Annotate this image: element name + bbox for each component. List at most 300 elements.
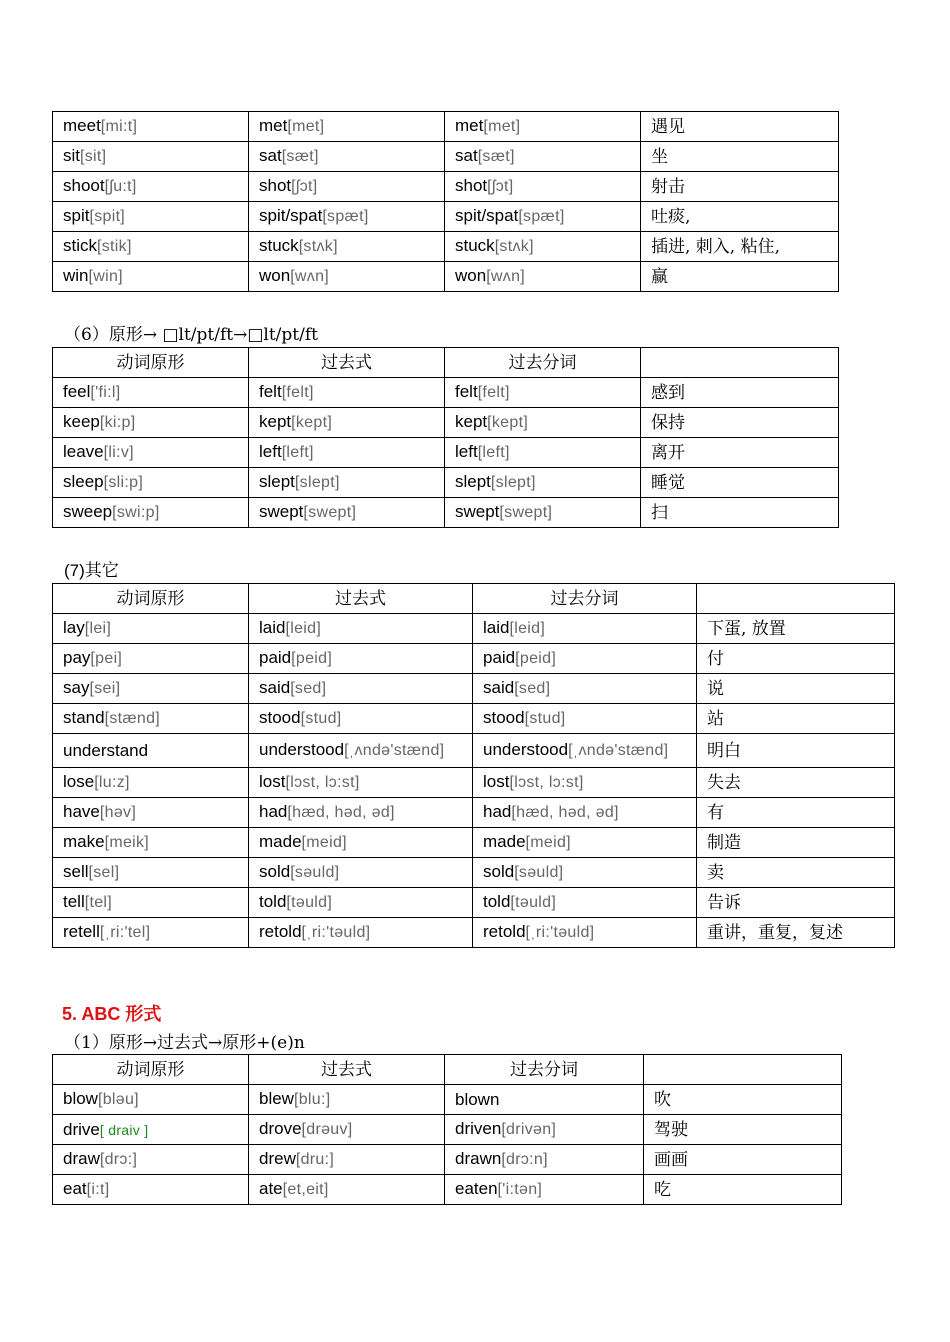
- table-row: [53, 918, 895, 948]
- verb-word: drew: [259, 1149, 296, 1168]
- verb-word: made: [259, 832, 302, 851]
- phonetic: [ʃu:t]: [104, 178, 137, 195]
- table-row: [53, 734, 895, 768]
- verb-cell: [53, 438, 249, 468]
- table-row: [53, 498, 839, 528]
- table-row: [53, 438, 839, 468]
- verb-cell: [473, 614, 697, 644]
- verb-cell: [473, 768, 697, 798]
- verb-word: lay: [63, 618, 85, 637]
- meaning-cell: 下蛋, 放置: [697, 614, 895, 644]
- verb-word: left: [259, 442, 282, 461]
- verb-cell: [249, 232, 445, 262]
- column-header: 动词原形: [53, 1055, 249, 1085]
- verb-word: draw: [63, 1149, 100, 1168]
- phonetic: [dru:]: [295, 1151, 335, 1168]
- column-header: 过去分词: [445, 348, 641, 378]
- table-row: [53, 614, 895, 644]
- verb-word: stood: [259, 708, 301, 727]
- verb-cell: [445, 438, 641, 468]
- verb-cell: [445, 468, 641, 498]
- column-header: 动词原形: [53, 348, 249, 378]
- verb-word: left: [455, 442, 478, 461]
- verb-word: retold: [259, 922, 302, 941]
- meaning-cell: 睡觉: [641, 468, 839, 498]
- verb-cell: [249, 112, 445, 142]
- column-header: [697, 584, 895, 614]
- verb-word: swept: [259, 502, 304, 521]
- verb-cell: [53, 858, 249, 888]
- verb-cell: [53, 262, 249, 292]
- phonetic: [stik]: [97, 238, 132, 255]
- verb-word: sold: [483, 862, 515, 881]
- column-header: 过去分词: [473, 584, 697, 614]
- verb-word: sit: [63, 146, 80, 165]
- meaning-cell: 感到: [641, 378, 839, 408]
- verb-cell: [445, 1085, 644, 1115]
- phonetic: [felt]: [281, 384, 314, 401]
- verb-cell: [249, 378, 445, 408]
- verb-cell: [53, 674, 249, 704]
- verb-word: shoot: [63, 176, 105, 195]
- verb-word: sat: [455, 146, 478, 165]
- phonetic: [sed]: [514, 680, 551, 697]
- phonetic: [wʌn]: [486, 268, 526, 285]
- verb-cell: [473, 644, 697, 674]
- verb-word: laid: [483, 618, 510, 637]
- verb-word: leave: [63, 442, 104, 461]
- verb-word: paid: [483, 648, 516, 667]
- verb-cell: [473, 734, 697, 768]
- verb-cell: [53, 1145, 249, 1175]
- table-row: [53, 1115, 842, 1145]
- verb-cell: [53, 112, 249, 142]
- verb-word: slept: [259, 472, 295, 491]
- verb-word: understood: [483, 740, 569, 759]
- phonetic: [win]: [88, 268, 123, 285]
- phonetic: [drivən]: [501, 1121, 557, 1138]
- meaning-cell: 重讲，重复，复述: [697, 918, 895, 948]
- verb-word: retell: [63, 922, 100, 941]
- verb-word: sell: [63, 862, 89, 881]
- table-row: [53, 232, 839, 262]
- verb-cell: [249, 734, 473, 768]
- phonetic: [leid]: [509, 620, 546, 637]
- table-row: [53, 858, 895, 888]
- phonetic: [lɔst, lɔ:st]: [509, 774, 584, 791]
- meaning-cell: 吐痰,: [641, 202, 839, 232]
- verb-word: had: [259, 802, 288, 821]
- phonetic: [tel]: [84, 894, 113, 911]
- phonetic: [ʃɔt]: [487, 178, 514, 195]
- verb-cell: [445, 112, 641, 142]
- verb-word: laid: [259, 618, 286, 637]
- phonetic: [mi:t]: [100, 118, 138, 135]
- verb-cell: [53, 734, 249, 768]
- column-header: 过去式: [249, 584, 473, 614]
- verb-cell: [249, 468, 445, 498]
- verb-word: felt: [455, 382, 478, 401]
- phonetic: [təuld]: [286, 894, 333, 911]
- verb-table-5-1: [52, 1054, 842, 1205]
- meaning-cell: 离开: [641, 438, 839, 468]
- phonetic: [met]: [483, 118, 521, 135]
- phonetic: [sel]: [88, 864, 120, 881]
- verb-word: told: [259, 892, 287, 911]
- phonetic: [stud]: [524, 710, 566, 727]
- verb-cell: [53, 378, 249, 408]
- verb-word: stood: [483, 708, 525, 727]
- verb-cell: [249, 408, 445, 438]
- verb-word: win: [63, 266, 89, 285]
- meaning-cell: 画画: [644, 1145, 842, 1175]
- verb-cell: [53, 918, 249, 948]
- verb-cell: [53, 1175, 249, 1205]
- verb-cell: [445, 1145, 644, 1175]
- phonetic: [sei]: [89, 680, 121, 697]
- phonetic: [ʃɔt]: [291, 178, 318, 195]
- verb-word: spit/spat: [455, 206, 519, 225]
- phonetic: [ˌri:'təuld]: [525, 924, 595, 941]
- phonetic: [i:t]: [86, 1181, 110, 1198]
- section-7-heading: (7)其它: [64, 561, 119, 580]
- verb-cell: [249, 438, 445, 468]
- phonetic: [meik]: [104, 834, 150, 851]
- verb-cell: [249, 262, 445, 292]
- table-row: [53, 468, 839, 498]
- verb-word: blew: [259, 1089, 294, 1108]
- verb-word: pay: [63, 648, 91, 667]
- meaning-cell: 吃: [644, 1175, 842, 1205]
- verb-word: retold: [483, 922, 526, 941]
- verb-cell: [249, 1085, 445, 1115]
- table-row: [53, 644, 895, 674]
- verb-word: sweep: [63, 502, 113, 521]
- phonetic: [ˌri:'təuld]: [301, 924, 371, 941]
- phonetic: [meid]: [525, 834, 571, 851]
- verb-cell: [249, 1115, 445, 1145]
- verb-word: stuck: [259, 236, 299, 255]
- verb-cell: [473, 828, 697, 858]
- phonetic: [met]: [287, 118, 325, 135]
- verb-cell: [53, 704, 249, 734]
- meaning-cell: 说: [697, 674, 895, 704]
- phonetic: [slept]: [490, 474, 536, 491]
- meaning-cell: 插进, 刺入, 粘住,: [641, 232, 839, 262]
- phonetic: [lu:z]: [94, 774, 130, 791]
- phonetic: [stʌk]: [298, 238, 338, 255]
- meaning-cell: 坐: [641, 142, 839, 172]
- meaning-cell: 射击: [641, 172, 839, 202]
- meaning-cell: 制造: [697, 828, 895, 858]
- verb-cell: [53, 202, 249, 232]
- verb-cell: [445, 408, 641, 438]
- phonetic: [ki:p]: [99, 414, 136, 431]
- meaning-cell: 有: [697, 798, 895, 828]
- verb-cell: [473, 704, 697, 734]
- phonetic: [peid]: [515, 650, 557, 667]
- phonetic: [təuld]: [510, 894, 557, 911]
- verb-cell: [473, 798, 697, 828]
- column-header: 动词原形: [53, 584, 249, 614]
- verb-word: sat: [259, 146, 282, 165]
- column-header: [641, 348, 839, 378]
- verb-word: kept: [259, 412, 292, 431]
- verb-cell: [249, 1145, 445, 1175]
- phonetic: [slept]: [294, 474, 340, 491]
- meaning-cell: 赢: [641, 262, 839, 292]
- verb-word: eat: [63, 1179, 87, 1198]
- verb-word: make: [63, 832, 105, 851]
- verb-word: drove: [259, 1119, 302, 1138]
- table-row: [53, 888, 895, 918]
- verb-word: blow: [63, 1089, 98, 1108]
- verb-word: lose: [63, 772, 95, 791]
- phonetic: [həv]: [99, 804, 137, 821]
- phonetic: [bləu]: [97, 1091, 139, 1108]
- phonetic: [pei]: [90, 650, 123, 667]
- verb-cell: [53, 644, 249, 674]
- phonetic: [swi:p]: [112, 504, 160, 521]
- verb-word: feel: [63, 382, 91, 401]
- phonetic: [li:v]: [103, 444, 134, 461]
- verb-cell: [249, 768, 473, 798]
- verb-word: have: [63, 802, 100, 821]
- verb-cell: [249, 644, 473, 674]
- verb-cell: [473, 858, 697, 888]
- verb-word: won: [259, 266, 291, 285]
- table-row: [53, 262, 839, 292]
- verb-cell: [445, 142, 641, 172]
- table-row: [53, 172, 839, 202]
- verb-word: drive: [63, 1119, 100, 1139]
- verb-word: spit/spat: [259, 206, 323, 225]
- verb-cell: [249, 142, 445, 172]
- phonetic: [peid]: [291, 650, 333, 667]
- table-row: [53, 112, 839, 142]
- verb-cell: [445, 1175, 644, 1205]
- phonetic: [səuld]: [290, 864, 340, 881]
- meaning-cell: 吹: [644, 1085, 842, 1115]
- phonetic: [sæt]: [477, 148, 515, 165]
- phonetic: [spæt]: [518, 208, 565, 225]
- phonetic: ['fi:l]: [90, 384, 121, 401]
- phonetic: [sli:p]: [103, 474, 144, 491]
- phonetic: [meid]: [301, 834, 347, 851]
- meaning-cell: 扫: [641, 498, 839, 528]
- phonetic: [drɔ:]: [99, 1151, 138, 1168]
- phonetic: [sæt]: [281, 148, 319, 165]
- column-header: 过去式: [249, 1055, 445, 1085]
- phonetic: [kept]: [291, 414, 333, 431]
- verb-word: blown: [455, 1089, 500, 1109]
- verb-word: slept: [455, 472, 491, 491]
- verb-word: had: [483, 802, 512, 821]
- verb-cell: [53, 468, 249, 498]
- phonetic: [səuld]: [514, 864, 564, 881]
- verb-word: swept: [455, 502, 500, 521]
- verb-word: understood: [259, 740, 345, 759]
- verb-cell: [53, 828, 249, 858]
- phonetic: [drɔ:n]: [501, 1151, 548, 1168]
- table-row: [53, 828, 895, 858]
- phonetic: [hæd, həd, əd]: [287, 804, 395, 821]
- verb-cell: [249, 498, 445, 528]
- phonetic: [lei]: [84, 620, 112, 637]
- verb-cell: [249, 704, 473, 734]
- verb-table-continued: [52, 111, 839, 292]
- verb-cell: [473, 674, 697, 704]
- verb-word: eaten: [455, 1179, 498, 1198]
- meaning-cell: 驾驶: [644, 1115, 842, 1145]
- phonetic: [left]: [281, 444, 314, 461]
- table-row: [53, 768, 895, 798]
- verb-cell: [249, 888, 473, 918]
- verb-cell: [53, 614, 249, 644]
- table-row: [53, 1175, 842, 1205]
- verb-cell: [445, 498, 641, 528]
- phonetic: [stʌk]: [494, 238, 534, 255]
- table-row: [53, 674, 895, 704]
- header-row: [53, 584, 895, 614]
- verb-word: met: [455, 116, 484, 135]
- verb-cell: [249, 858, 473, 888]
- phonetic: [spæt]: [322, 208, 369, 225]
- phonetic: [swept]: [303, 504, 357, 521]
- table-row: [53, 1145, 842, 1175]
- verb-cell: [53, 1115, 249, 1145]
- verb-word: said: [483, 678, 515, 697]
- table-row: [53, 1085, 842, 1115]
- verb-cell: [445, 1115, 644, 1145]
- verb-word: stuck: [455, 236, 495, 255]
- verb-word: told: [483, 892, 511, 911]
- phonetic: [drəuv]: [301, 1121, 353, 1138]
- verb-word: shot: [259, 176, 292, 195]
- verb-word: paid: [259, 648, 292, 667]
- phonetic: [ˌʌndə'stænd]: [344, 742, 445, 759]
- verb-word: kept: [455, 412, 488, 431]
- verb-cell: [249, 1175, 445, 1205]
- verb-cell: [445, 232, 641, 262]
- verb-word: stand: [63, 708, 105, 727]
- phonetic: [hæd, həd, əd]: [511, 804, 619, 821]
- section-5-title: 5. ABC 形式: [62, 1004, 162, 1024]
- table-row: [53, 142, 839, 172]
- verb-word: stick: [63, 236, 97, 255]
- verb-cell: [249, 828, 473, 858]
- phonetic: [swept]: [499, 504, 553, 521]
- header-row: [53, 348, 839, 378]
- column-header: 过去式: [249, 348, 445, 378]
- meaning-cell: 告诉: [697, 888, 895, 918]
- phonetic: [stænd]: [104, 710, 161, 727]
- meaning-cell: 站: [697, 704, 895, 734]
- phonetic: [blu:]: [293, 1091, 331, 1108]
- verb-word: say: [63, 678, 90, 697]
- phonetic: [leid]: [285, 620, 322, 637]
- verb-word: shot: [455, 176, 488, 195]
- meaning-cell: 付: [697, 644, 895, 674]
- verb-cell: [53, 768, 249, 798]
- verb-word: understand: [63, 740, 149, 760]
- phonetic: [ draiv ]: [99, 1121, 149, 1138]
- phonetic: [felt]: [477, 384, 510, 401]
- verb-cell: [249, 202, 445, 232]
- verb-word: spit: [63, 206, 90, 225]
- verb-word: ate: [259, 1179, 283, 1198]
- meaning-cell: 失去: [697, 768, 895, 798]
- verb-table-6: [52, 347, 839, 528]
- phonetic: [spit]: [89, 208, 126, 225]
- table-row: [53, 202, 839, 232]
- verb-cell: [445, 172, 641, 202]
- verb-cell: [53, 888, 249, 918]
- verb-word: meet: [63, 116, 101, 135]
- verb-word: met: [259, 116, 288, 135]
- meaning-cell: 卖: [697, 858, 895, 888]
- verb-cell: [53, 142, 249, 172]
- verb-word: tell: [63, 892, 85, 911]
- column-header: 过去分词: [445, 1055, 644, 1085]
- verb-cell: [249, 614, 473, 644]
- table-row: [53, 798, 895, 828]
- meaning-cell: 明白: [697, 734, 895, 768]
- verb-cell: [445, 202, 641, 232]
- verb-table-7: [52, 583, 895, 948]
- meaning-cell: 保持: [641, 408, 839, 438]
- verb-word: sold: [259, 862, 291, 881]
- verb-cell: [445, 378, 641, 408]
- verb-cell: [53, 408, 249, 438]
- verb-word: lost: [259, 772, 286, 791]
- phonetic: [sit]: [80, 148, 107, 165]
- phonetic: [sed]: [290, 680, 327, 697]
- header-row: [53, 1055, 842, 1085]
- verb-cell: [473, 918, 697, 948]
- verb-word: made: [483, 832, 526, 851]
- verb-word: keep: [63, 412, 100, 431]
- table-row: [53, 378, 839, 408]
- phonetic: [ˌri:'tel]: [99, 924, 151, 941]
- verb-cell: [53, 232, 249, 262]
- verb-cell: [473, 888, 697, 918]
- verb-word: felt: [259, 382, 282, 401]
- table-row: [53, 704, 895, 734]
- phonetic: [ˌʌndə'stænd]: [568, 742, 669, 759]
- verb-word: won: [455, 266, 487, 285]
- verb-word: said: [259, 678, 291, 697]
- verb-cell: [53, 1085, 249, 1115]
- section-6-heading: （6）原形→ □lt/pt/ft→□lt/pt/ft: [64, 325, 318, 345]
- verb-cell: [53, 798, 249, 828]
- section-5-1-heading: （1）原形→过去式→原形+(e)n: [64, 1033, 305, 1053]
- column-header: [644, 1055, 842, 1085]
- phonetic: [lɔst, lɔ:st]: [285, 774, 360, 791]
- phonetic: [wʌn]: [290, 268, 330, 285]
- verb-cell: [249, 172, 445, 202]
- phonetic: [kept]: [487, 414, 529, 431]
- phonetic: [left]: [477, 444, 510, 461]
- phonetic: [stud]: [300, 710, 342, 727]
- phonetic: [et,eit]: [282, 1181, 329, 1198]
- verb-word: lost: [483, 772, 510, 791]
- verb-cell: [53, 498, 249, 528]
- verb-cell: [249, 674, 473, 704]
- verb-cell: [249, 798, 473, 828]
- table-row: [53, 408, 839, 438]
- verb-cell: [53, 172, 249, 202]
